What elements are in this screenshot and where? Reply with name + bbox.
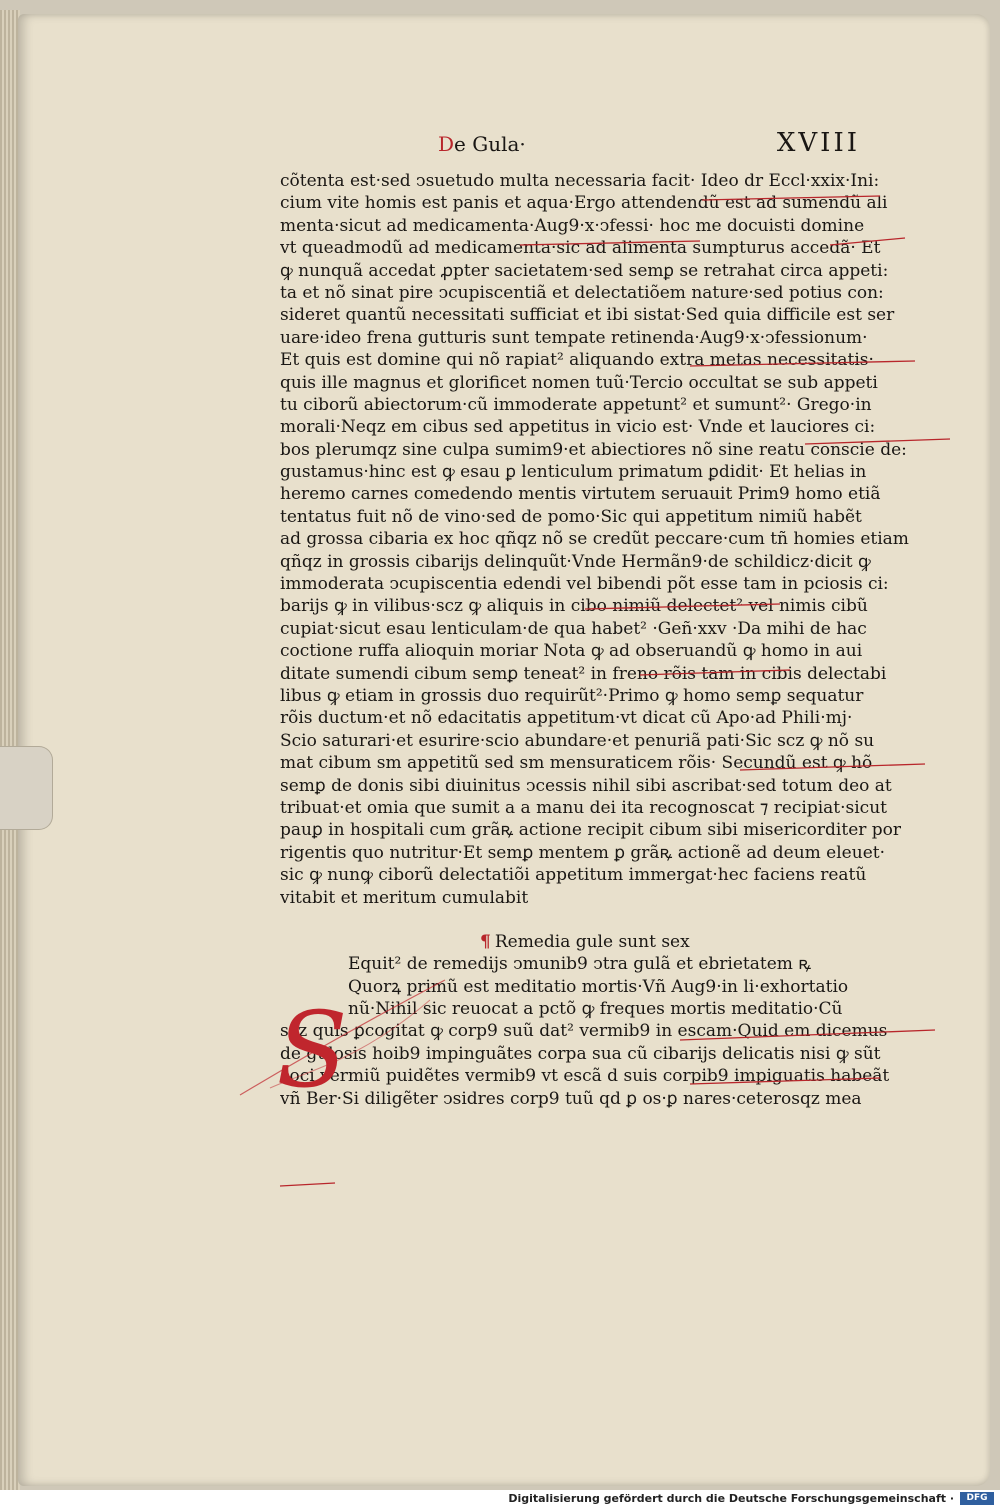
section-heading <box>280 931 916 953</box>
text-line: Scio saturari·et esurire·scio abundare·et penuriã pati·Sic scz ꝙ nõ su <box>280 730 875 751</box>
text-line: Et quis est domine qui nõ rapiat² aliquando extra metas necessitatis· <box>280 350 874 371</box>
main-text <box>280 170 916 1110</box>
running-title-rest: e Gula· <box>454 132 526 156</box>
text-line: coci vermiũ puidẽtes vermib9 vt escã d suis corpib9 impiguatis habeãt <box>280 1066 890 1087</box>
text-line: tribuat·et omia que sumit a a manu dei ita recognoscat ⁊ recipiat·sicut <box>280 797 887 818</box>
text-line: sic ꝙ nunꝙ ciborũ delectatiõi appetitum immergat·hec faciens reatũ <box>280 865 867 886</box>
paragraph-gap <box>280 909 916 931</box>
page-header <box>430 128 860 162</box>
text-line: coctione ruffa alioquin moriar Nota ꝙ ad obseruandũ ꝙ homo in aui <box>280 641 863 662</box>
text-line: rõis ductum·et nõ edacitatis appetitum·vt dicat cũ Apo·ad Phili·mj· <box>280 708 853 729</box>
text-line: uare·ideo frena gutturis sunt tempate retinenda·Aug9·x·ↄfessionum· <box>280 327 868 348</box>
text-line: tentatus fuit nõ de vino·sed de pomo·Sic qui appetitum nimiũ habẽt <box>280 506 862 527</box>
text-line: immoderata ↄcupiscentia edendi vel bibendi põt esse tam in pciosis ci: <box>280 574 889 595</box>
text-line: vitabit et meritum cumulabit <box>280 887 529 908</box>
dfg-logo: DFG <box>960 1492 994 1505</box>
text-line: Quorꝝ primũ est meditatio mortis·Vñ Aug9·in li·exhortatio <box>348 976 849 997</box>
text-line: ta et nõ sinat pire ↄcupiscentiã et delectatiõem nature·sed potius con: <box>280 282 884 303</box>
text-line: heremo carnes comedendo mentis virtutem seruauit Prim9 homo etiã <box>280 484 881 505</box>
funding-credit: Digitalisierung gefördert durch die Deutsche Forschungsgemeinschaft · <box>508 1492 954 1505</box>
text-line: tu ciborũ abiectorum·cũ immoderate appetunt² et sumunt²· Grego·in <box>280 394 872 415</box>
text-line: pauꝑ in hospitali cum grãꝶ actione recipit cibum sibi misericorditer por <box>280 820 902 841</box>
pilcrow-icon: ¶ <box>480 931 491 952</box>
text-line: libus ꝙ etiam in grossis duo requirũt²·Primo ꝙ homo semꝑ sequatur <box>280 685 864 706</box>
text-line: vt queadmodũ ad medicamenta·sic ad alimenta sumpturus accedã· Et <box>280 238 881 259</box>
text-line: barijs ꝙ in vilibus·scz ꝙ aliquis in cibo nimiũ delectet² vel nimis cibũ <box>280 596 868 617</box>
page-clip <box>0 746 53 830</box>
text-line: bos plerumqz sine culpa sumim9·et abiectiores nõ sine reatu conscie de: <box>280 439 907 460</box>
digitization-footer <box>0 1490 1000 1508</box>
text-line: cium vite homis est panis et aqua·Ergo attendendũ est ad sumendũ ali <box>280 193 888 214</box>
text-line: ad grossa cibaria ex hoc qñqz nõ se credũt peccare·cum tñ homies etiam <box>280 529 909 550</box>
text-line: quis ille magnus et glorificet nomen tuũ·Tercio occultat se sub appeti <box>280 372 878 393</box>
text-line: morali·Neqz em cibus sed appetitus in vicio est· Vnde et lauciores ci: <box>280 417 876 438</box>
folio-number: XVIII <box>776 128 860 158</box>
text-line: gustamus·hinc est ꝙ esau ꝑ lenticulum primatum ꝑdidit· Et helias in <box>280 462 867 483</box>
paragraph-1 <box>280 170 916 909</box>
text-line: cõtenta est·sed ↄsuetudo multa necessaria facit· Ideo dr Eccl·xxix·Ini: <box>280 171 880 191</box>
text-line: ditate sumendi cibum semꝑ teneat² in freno rõis tam in cibis delectabi <box>280 663 887 684</box>
text-line: qñqz in grossis cibarijs delinquũt·Vnde Hermãn9·de schildicz·dicit ꝙ <box>280 551 871 572</box>
text-line: sideret quantũ necessitati sufficiat et ibi sistat·Sed quia difficile est ser <box>280 305 895 326</box>
text-line: ꝙ nunquã accedat ꝓpter sacietatem·sed semꝑ se retrahat circa appeti: <box>280 260 889 281</box>
text-line: semꝑ de donis sibi diuinitus ↄcessis nihil sibi ascribat·sed totum deo at <box>280 775 892 796</box>
section-heading-text: Remedia gule sunt sex <box>494 931 690 952</box>
text-line: nũ·Nihil sic reuocat a pctõ ꝙ freques mortis meditatio·Cũ <box>348 999 843 1020</box>
text-line: mat cibum sm appetitũ sed sm mensuraticem rõis· Secundũ est ꝙ hõ <box>280 753 873 774</box>
running-title-initial: D <box>438 132 455 156</box>
decorated-initial-s: S <box>276 989 348 1111</box>
text-line: Equit² de remedijs ↄmunib9 ↄtra gulã et ebrietatem ꝶ <box>348 954 812 975</box>
text-line: rigentis quo nutritur·Et semꝑ mentem ꝑ grãꝶ actionẽ ad deum eleuet· <box>280 842 885 863</box>
text-line: cupiat·sicut esau lenticulam·de qua habet² ·Geñ·xxv ·Da mihi de hac <box>280 618 867 639</box>
running-title <box>438 132 526 156</box>
text-line: de gulosis hoib9 impinguãtes corpa sua cũ cibarijs delicatis nisi ꝙ sũt <box>280 1043 881 1064</box>
text-line: scz quis ꝑcogitat ꝙ corp9 suũ dat² vermib9 in escam·Quid em dicemus <box>280 1021 888 1042</box>
text-line: menta·sicut ad medicamenta·Aug9·x·ↄfessi· hoc me docuisti domine <box>280 215 865 236</box>
text-line: vñ Ber·Si diligẽter ↄsidres corp9 tuũ qd ꝑ os·ꝑ nares·ceterosqz mea <box>280 1088 862 1109</box>
